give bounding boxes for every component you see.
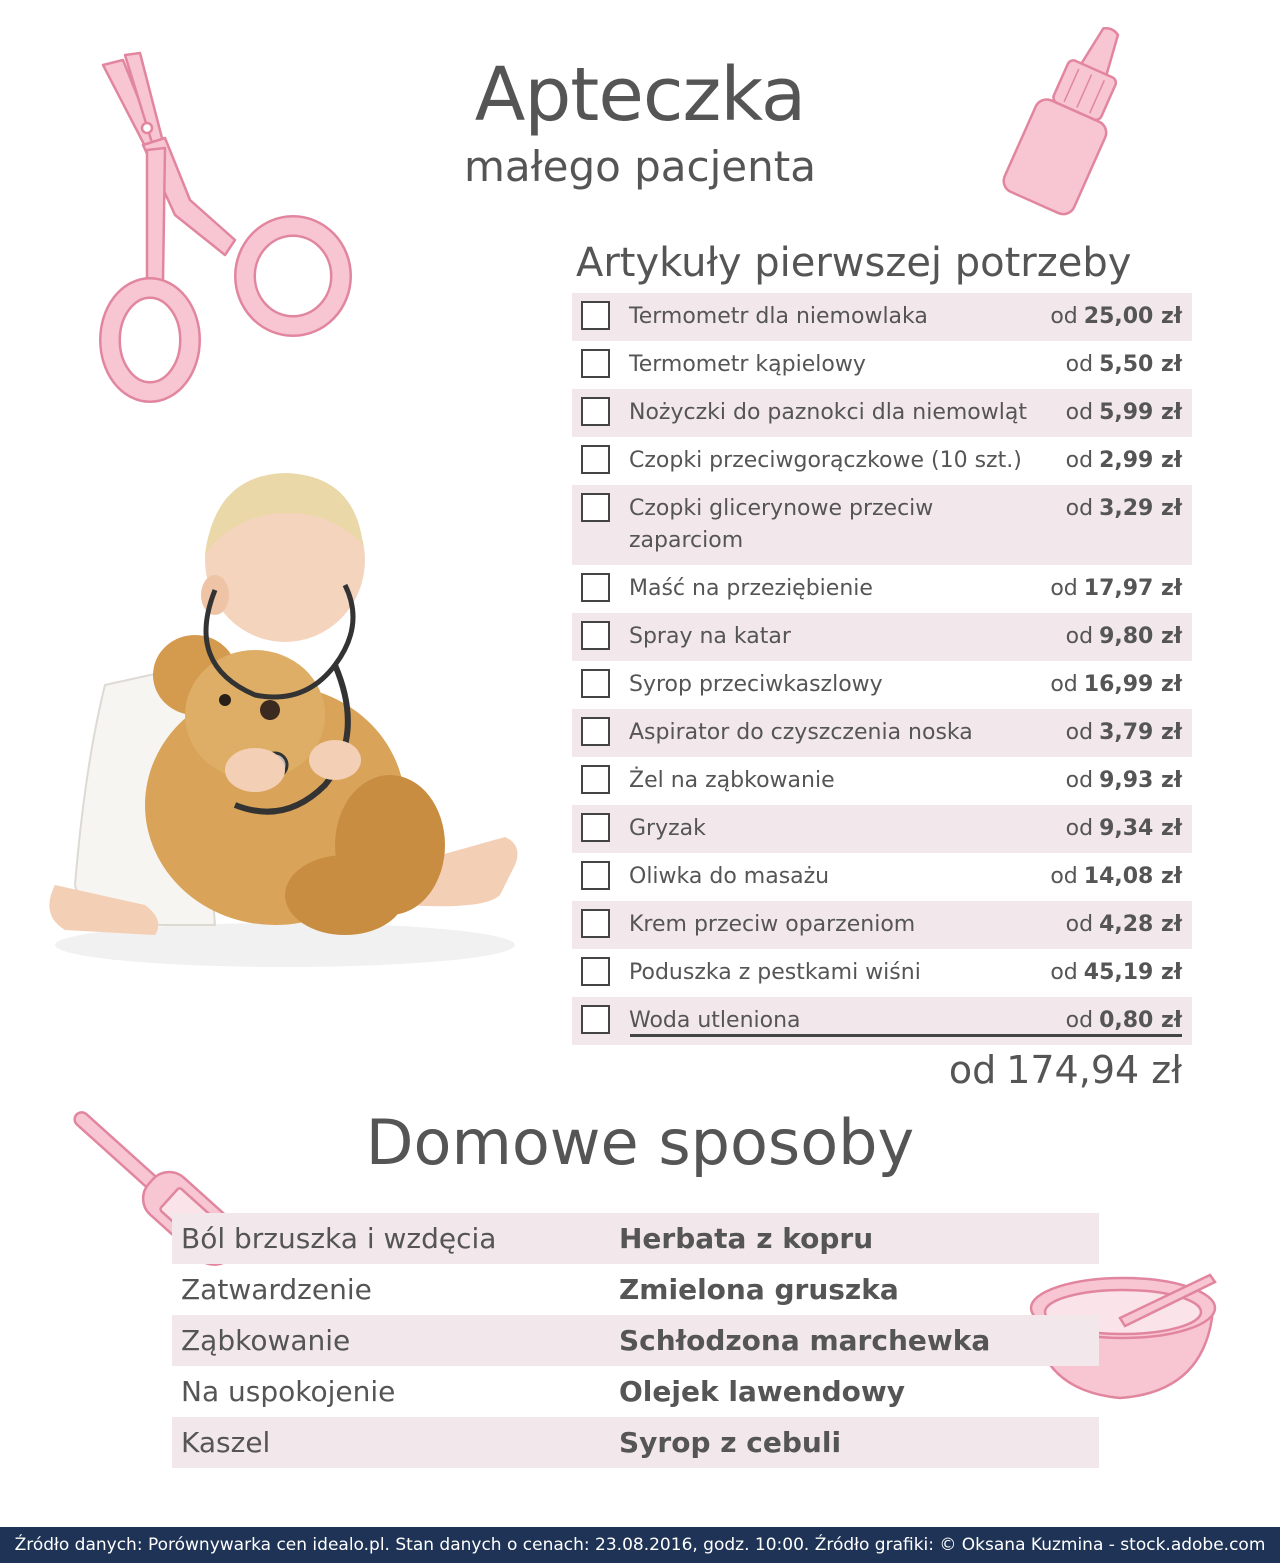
price-prefix: od [1050,864,1078,889]
item-price [1050,573,1182,605]
item-name: Czopki przeciwgorączkowe (10 szt.) [629,448,1022,473]
item-checkbox[interactable] [581,861,610,890]
item-price [1050,957,1182,989]
item-name: Gryzak [629,816,706,841]
price-prefix: od [1065,720,1094,745]
price-value: 14,08 zł [1083,864,1182,889]
table-row [172,1213,1099,1264]
price-value: 9,34 zł [1099,816,1182,841]
item-price [1066,493,1182,525]
price-value: 16,99 zł [1083,672,1182,697]
price-value: 4,28 zł [1099,912,1182,937]
list-item [572,949,1192,997]
remedy-cell: Zmielona gruszka [619,1273,899,1306]
home-remedies-table [172,1213,1099,1468]
item-checkbox[interactable] [581,813,610,842]
price-prefix: od [1065,912,1094,937]
list-item [572,997,1192,1045]
list-item [572,341,1192,389]
item-checkbox[interactable] [581,397,610,426]
price-value: 9,93 zł [1099,768,1182,793]
list-item [572,757,1192,805]
remedy-cell: Syrop z cebuli [619,1426,842,1459]
item-checkbox[interactable] [581,957,610,986]
item-name: Aspirator do czyszczenia noska [629,720,973,745]
item-checkbox[interactable] [581,621,610,650]
list-item [572,485,1192,565]
total-value: 174,94 zł [1006,1048,1182,1092]
price-prefix: od [1050,576,1078,601]
item-name: Termometr dla niemowlaka [629,304,928,329]
total-price [949,1048,1182,1092]
item-checkbox[interactable] [581,493,610,522]
problem-cell: Zatwardzenie [181,1273,372,1306]
price-value: 3,79 zł [1099,720,1182,745]
item-price [1066,621,1182,653]
essentials-title: Artykuły pierwszej potrzeby [576,240,1132,286]
list-item [572,389,1192,437]
page-subtitle: małego pacjenta [464,142,816,191]
price-prefix: od [1050,304,1078,329]
price-value: 45,19 zł [1083,960,1182,985]
price-prefix: od [1065,1008,1094,1033]
item-name: Termometr kąpielowy [629,352,866,377]
item-name: Krem przeciw oparzeniom [629,912,916,937]
item-name: Nożyczki do paznokci dla niemowląt [629,400,1027,425]
remedy-cell: Herbata z kopru [619,1222,874,1255]
list-item [572,437,1192,485]
price-value: 3,29 zł [1099,496,1182,521]
total-prefix: od [948,1048,997,1092]
price-value: 5,50 zł [1099,352,1182,377]
price-prefix: od [1065,624,1094,649]
home-remedies-title: Domowe sposoby [365,1106,915,1179]
item-name: Żel na ząbkowanie [629,768,835,793]
item-name: Oliwka do masażu [629,864,830,889]
item-price [1066,397,1182,429]
remedy-cell: Olejek lawendowy [619,1375,906,1408]
price-prefix: od [1065,768,1094,793]
item-price [1066,813,1182,845]
price-value: 9,80 zł [1099,624,1182,649]
item-checkbox[interactable] [581,349,610,378]
list-item [572,901,1192,949]
item-checkbox[interactable] [581,1005,610,1034]
list-item [572,661,1192,709]
table-row [172,1264,1099,1315]
baby-with-teddy-bear-photo [45,465,525,970]
item-checkbox[interactable] [581,669,610,698]
price-prefix: od [1050,672,1078,697]
price-prefix: od [1065,496,1094,521]
item-checkbox[interactable] [581,301,610,330]
price-value: 17,97 zł [1083,576,1182,601]
price-prefix: od [1065,816,1094,841]
item-price [1066,909,1182,941]
list-item [572,709,1192,757]
item-checkbox[interactable] [581,717,610,746]
table-row [172,1315,1099,1366]
source-footer: Źródło danych: Porównywarka cen idealo.pl. Stan danych o cenach: 23.08.2016, godz. 10:00. Źródło grafiki: © Oksana Kuzmina - stock.adobe.com [0,1527,1280,1563]
price-value: 0,80 zł [1099,1008,1182,1033]
price-value: 25,00 zł [1083,304,1182,329]
item-price [1066,349,1182,381]
list-item [572,805,1192,853]
item-price [1066,1005,1182,1037]
problem-cell: Ból brzuszka i wzdęcia [181,1222,497,1255]
problem-cell: Na uspokojenie [181,1375,396,1408]
item-name: Maść na przeziębienie [629,576,873,601]
item-name: Woda utleniona [629,1008,801,1033]
list-item [572,293,1192,341]
item-price [1050,669,1182,701]
price-prefix: od [1065,352,1094,377]
item-name: Poduszka z pestkami wiśni [629,960,921,985]
item-price [1050,301,1182,333]
price-prefix: od [1065,448,1094,473]
price-prefix: od [1050,960,1078,985]
item-price [1066,717,1182,749]
price-value: 5,99 zł [1099,400,1182,425]
item-price [1050,861,1182,893]
table-row [172,1366,1099,1417]
item-checkbox[interactable] [581,909,610,938]
list-item [572,853,1192,901]
table-row [172,1417,1099,1468]
problem-cell: Ząbkowanie [181,1324,351,1357]
price-prefix: od [1065,400,1094,425]
item-checkbox[interactable] [581,765,610,794]
total-divider [630,1034,1182,1037]
price-value: 2,99 zł [1099,448,1182,473]
item-name: Syrop przeciwkaszlowy [629,672,883,697]
list-item [572,613,1192,661]
problem-cell: Kaszel [181,1426,271,1459]
item-checkbox[interactable] [581,573,610,602]
item-price [1066,445,1182,477]
remedy-cell: Schłodzona marchewka [619,1324,991,1357]
essentials-list [572,293,1192,1045]
item-name: Spray na katar [629,624,791,649]
item-price [1066,765,1182,797]
page-title: Apteczka [474,52,806,138]
list-item [572,565,1192,613]
item-checkbox[interactable] [581,445,610,474]
item-name: Czopki glicerynowe przeciw zaparciom [629,496,934,553]
